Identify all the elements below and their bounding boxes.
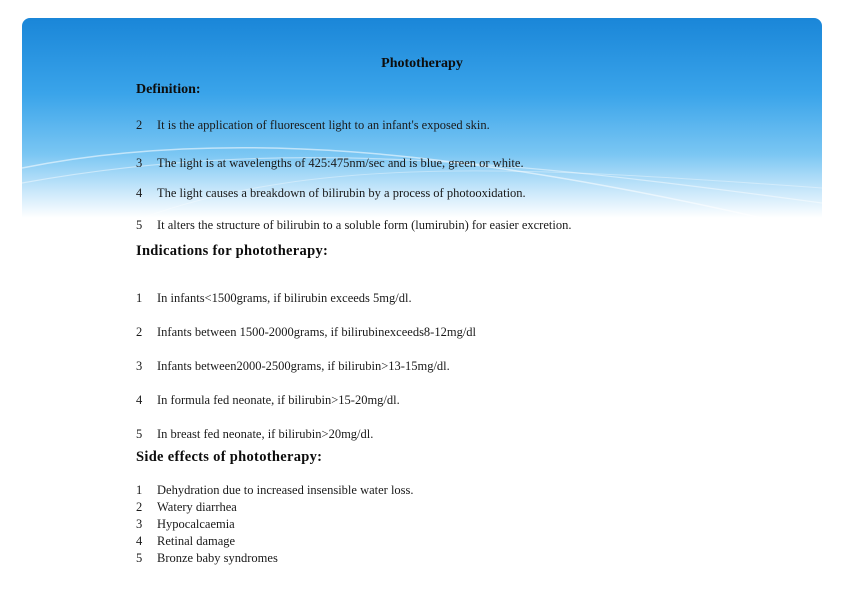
item-number: 4 xyxy=(136,186,143,200)
item-text: It alters the structure of bilirubin to a soluble form (lumirubin) for easier excretion. xyxy=(157,218,572,232)
item-text: Watery diarrhea xyxy=(157,500,237,514)
item-number: 2 xyxy=(136,325,143,339)
item-text: Hypocalcaemia xyxy=(157,517,235,531)
slide xyxy=(22,18,822,596)
item-text: In infants<1500grams, if bilirubin exceeds 5mg/dl. xyxy=(157,291,412,305)
item-number: 3 xyxy=(136,517,143,531)
indication-item xyxy=(136,325,476,340)
item-number: 4 xyxy=(136,534,143,548)
item-number: 3 xyxy=(136,359,143,373)
item-number: 1 xyxy=(136,291,143,305)
item-number: 5 xyxy=(136,427,143,441)
item-number: 5 xyxy=(136,551,143,565)
side-effect-item xyxy=(136,534,235,549)
item-text: Bronze baby syndromes xyxy=(157,551,278,565)
definition-item xyxy=(136,218,571,233)
indication-item xyxy=(136,291,412,306)
indication-item xyxy=(136,393,400,408)
definition-item xyxy=(136,156,524,171)
item-number: 2 xyxy=(136,118,143,132)
item-text: In formula fed neonate, if bilirubin>15-20mg/dl. xyxy=(157,393,400,407)
definition-item xyxy=(136,186,526,201)
side-effect-item xyxy=(136,551,278,566)
item-text: The light causes a breakdown of bilirubin by a process of photooxidation. xyxy=(157,186,526,200)
item-text: Infants between2000-2500grams, if bilirubin>13-15mg/dl. xyxy=(157,359,450,373)
indication-item xyxy=(136,359,450,374)
side-effects-heading: Side effects of phototherapy: xyxy=(136,449,323,465)
item-text: Dehydration due to increased insensible water loss. xyxy=(157,483,414,497)
side-effect-item xyxy=(136,500,237,515)
item-number: 5 xyxy=(136,218,143,232)
definition-item xyxy=(136,118,490,133)
item-text: The light is at wavelengths of 425:475nm/sec and is blue, green or white. xyxy=(157,156,524,170)
indication-item xyxy=(136,427,373,442)
indications-heading: Indications for phototherapy: xyxy=(136,243,329,259)
definition-heading: Definition: xyxy=(136,82,201,97)
item-text: It is the application of fluorescent light to an infant's exposed skin. xyxy=(157,118,490,132)
side-effect-item xyxy=(136,517,235,532)
item-number: 2 xyxy=(136,500,143,514)
item-number: 4 xyxy=(136,393,143,407)
item-number: 1 xyxy=(136,483,143,497)
item-number: 3 xyxy=(136,156,143,170)
slide-title: Phototherapy xyxy=(381,56,463,71)
item-text: Retinal damage xyxy=(157,534,236,548)
item-text: In breast fed neonate, if bilirubin>20mg/dl. xyxy=(157,427,374,441)
side-effect-item xyxy=(136,483,414,498)
item-text: Infants between 1500-2000grams, if bilirubinexceeds8-12mg/dl xyxy=(157,325,477,339)
